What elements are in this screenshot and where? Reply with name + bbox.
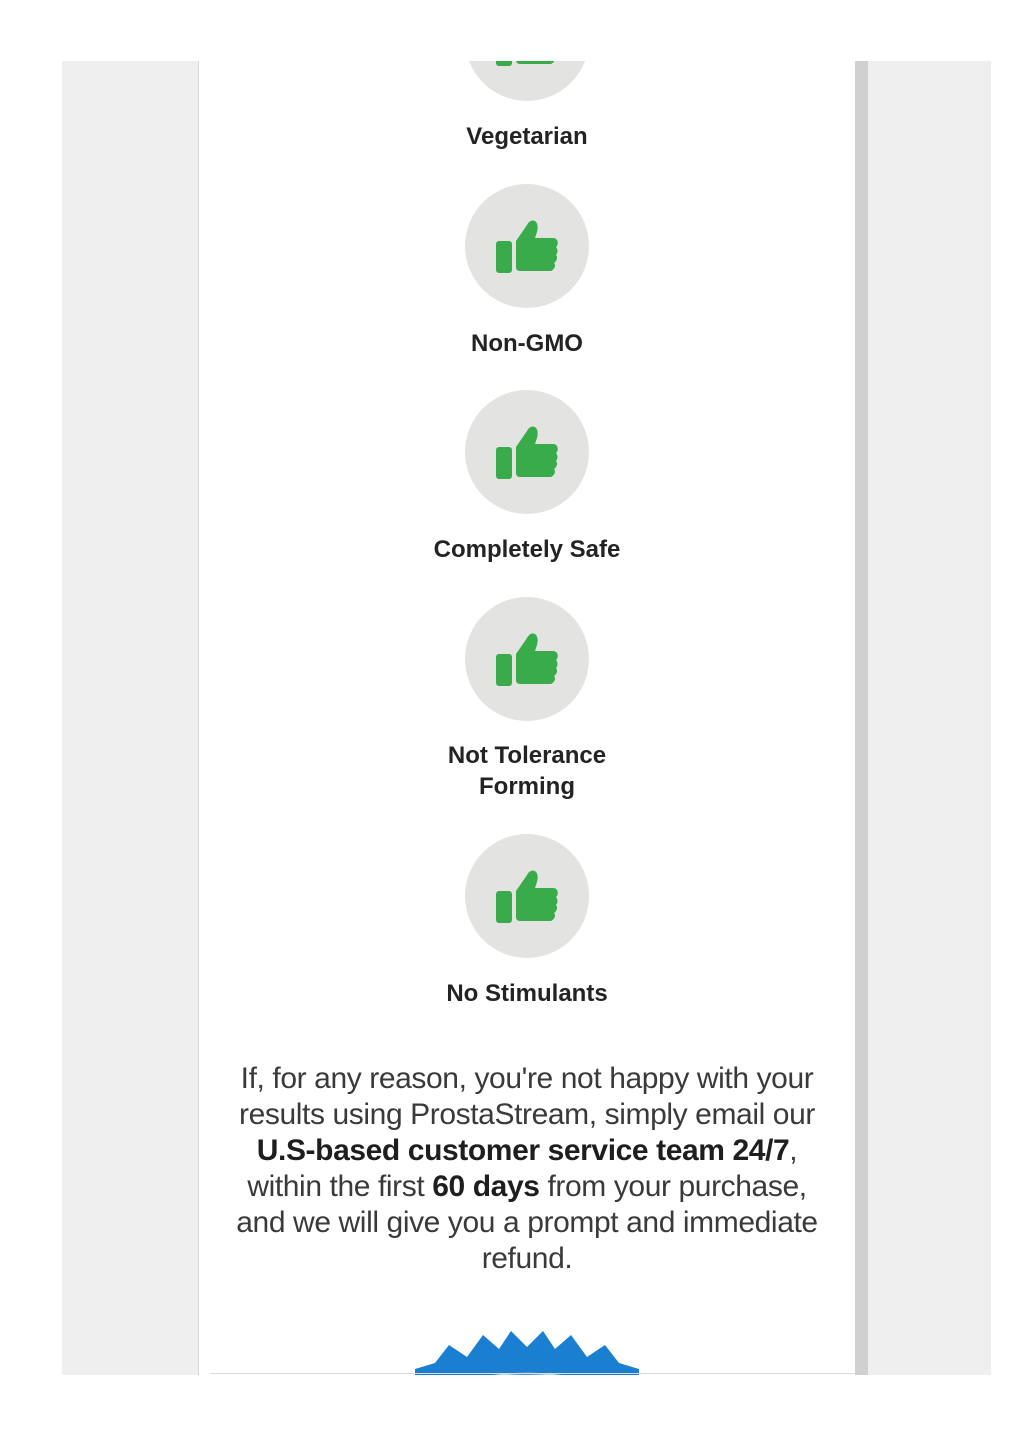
thumbs-up-icon: [496, 425, 558, 479]
guarantee-text: [229, 1061, 825, 1277]
feature-badge-completely-safe: [465, 390, 589, 514]
feature-label-non-gmo: Non-GMO: [471, 330, 583, 357]
feature-label-vegetarian: Vegetarian: [466, 123, 588, 150]
thumbs-up-icon: [496, 632, 558, 686]
feature-badge-no-stimulants: [465, 834, 589, 958]
thumbs-up-icon: [496, 61, 558, 66]
scrollbar[interactable]: [855, 61, 868, 1375]
footer-divider: [210, 1373, 855, 1374]
guarantee-bold-service: U.S-based customer service team 24/7: [256, 1134, 790, 1167]
thumbs-up-icon: [496, 219, 558, 273]
guarantee-text-part2: , within the first: [247, 1134, 798, 1203]
feature-label-completely-safe: Completely Safe: [433, 536, 621, 563]
feature-badge-non-gmo: [465, 184, 589, 308]
thumbs-up-icon: [496, 869, 558, 923]
feature-label-not-tolerance-forming: Not Tolerance Forming: [447, 742, 607, 800]
feature-label-no-stimulants: No Stimulants: [446, 980, 608, 1007]
guarantee-text-part3: from your purchase, and we will give you a prompt and immediate refund.: [236, 1170, 818, 1275]
feature-badge-not-tolerance-forming: [465, 597, 589, 721]
page-viewport: [62, 61, 991, 1375]
guarantee-text-part1: If, for any reason, you're not happy with your results using ProstaStream, simply email our: [239, 1062, 815, 1131]
guarantee-bold-days: 60 days: [432, 1170, 540, 1203]
guarantee-seal-icon: [375, 1327, 679, 1375]
content-column: [198, 61, 856, 1375]
feature-badge-vegetarian: [465, 61, 589, 101]
